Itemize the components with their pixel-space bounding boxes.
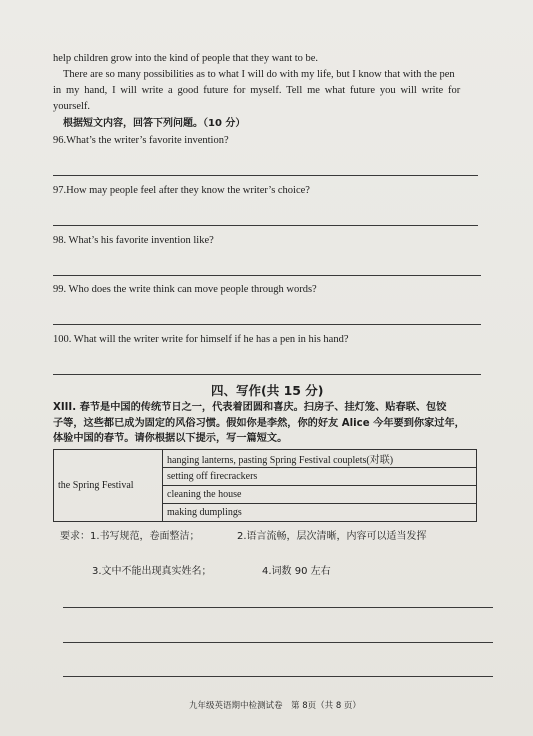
question-98: 98. What’s his favorite invention like? — [53, 235, 214, 246]
passage-line-2: There are so many possibilities as to what I will do with my life, but I know that with the pen — [63, 69, 455, 80]
answer-line-99[interactable] — [53, 324, 481, 325]
passage-line-3: in my hand, I will write a good future for myself. Tell me what future you will write for — [53, 85, 461, 96]
requirement-1: 要求：1.书写规范，卷面整洁； — [60, 531, 200, 542]
composition-line-3[interactable] — [63, 676, 493, 677]
writing-prompt-line-1: XIII. 春节是中国的传统节日之一，代表着团圆和喜庆。扫房子、挂灯笼、贴春联、包饺 — [53, 402, 447, 413]
answer-line-96[interactable] — [53, 175, 478, 176]
hint-item-4: making dumplings — [163, 504, 477, 522]
question-99: 99. Who does the write think can move people through words? — [53, 284, 317, 295]
writing-prompt-line-3: 体验中国的春节。请你根据以下提示，写一篇短文。 — [53, 433, 288, 444]
question-96: 96.What’s the writer’s favorite invention? — [53, 135, 229, 146]
requirement-4: 4.词数 90 左右 — [262, 566, 331, 577]
writing-section-title: 四、写作(共 15 分) — [211, 383, 324, 398]
hint-item-3: cleaning the house — [163, 486, 477, 504]
hint-table-label: the Spring Festival — [54, 450, 163, 522]
answer-line-97[interactable] — [53, 225, 478, 226]
composition-line-2[interactable] — [63, 642, 493, 643]
answer-line-98[interactable] — [53, 275, 481, 276]
passage-line-4: yourself. — [53, 101, 91, 112]
page-footer: 九年级英语期中检测试卷 第 8页（共 8 页） — [189, 701, 361, 711]
requirement-2: 2.语言流畅，层次清晰，内容可以适当发挥 — [237, 531, 427, 542]
hint-item-1: hanging lanterns, pasting Spring Festival couplets(对联) — [163, 450, 477, 468]
hint-item-2: setting off firecrackers — [163, 468, 477, 486]
composition-line-1[interactable] — [63, 607, 493, 608]
reading-instruction: 根据短文内容，回答下列问题。（10 分） — [63, 118, 246, 129]
requirement-3: 3.文中不能出现真实姓名； — [92, 566, 212, 577]
writing-prompt-line-2: 子等，这些都已成为固定的风俗习惯。假如你是李然，你的好友 Alice 今年要到你家过年， — [53, 418, 465, 429]
answer-line-100[interactable] — [53, 374, 481, 375]
hint-table — [53, 449, 477, 522]
question-100: 100. What will the writer write for himself if he has a pen in his hand? — [53, 334, 349, 345]
passage-line-1: help children grow into the kind of people that they want to be. — [53, 53, 319, 64]
question-97: 97.How may people feel after they know the writer’s choice? — [53, 185, 310, 196]
